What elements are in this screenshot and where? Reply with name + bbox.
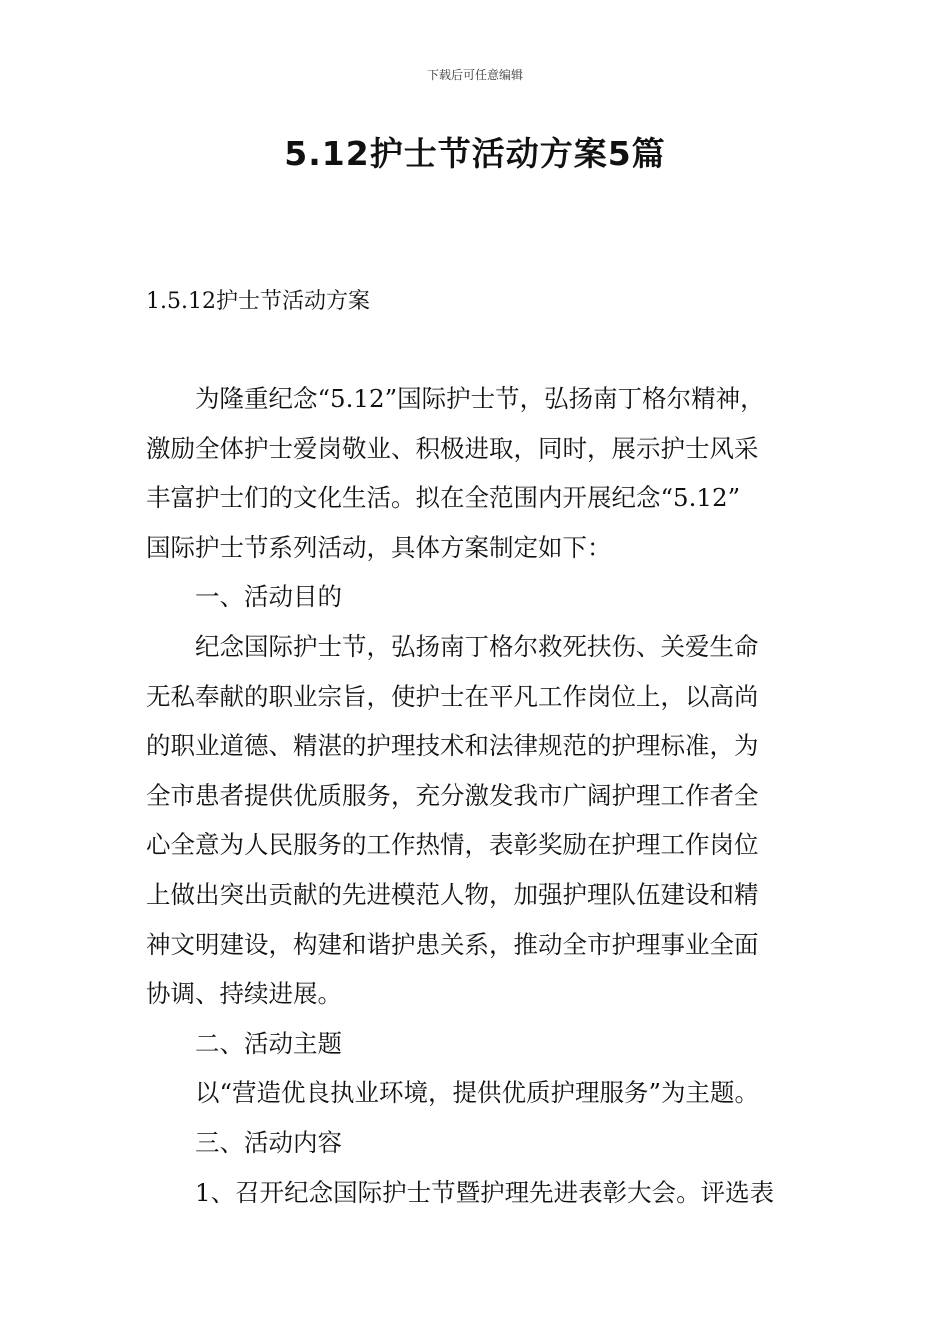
document-title: 5.12护士节活动方案5篇: [284, 134, 666, 173]
paragraph-line: 上做出突出贡献的先进模范人物，加强护理队伍建设和精: [146, 879, 759, 909]
paragraph-line: 无私奉献的职业宗旨，使护士在平凡工作岗位上，以高尚: [146, 681, 759, 711]
header-note: 下载后可任意编辑: [426, 68, 523, 82]
paragraph-line: 国际护士节系列活动，具体方案制定如下：: [146, 532, 612, 562]
paragraph-line: 纪念国际护士节，弘扬南丁格尔救死扶伤、关爱生命: [195, 631, 759, 661]
paragraph-line: 以“营造优良执业环境，提供优质护理服务”为主题。: [195, 1078, 760, 1108]
subheading-content: 三、活动内容: [195, 1127, 342, 1157]
paragraph-line: 协调、持续进展。: [146, 979, 342, 1009]
paragraph-line: 神文明建设，构建和谐护患关系，推动全市护理事业全面: [146, 929, 759, 959]
subheading-theme: 二、活动主题: [195, 1028, 342, 1058]
section-heading: 1.5.12护士节活动方案: [146, 289, 370, 314]
paragraph-line: 激励全体护士爱岗敬业、积极进取，同时，展示护士风采: [146, 433, 759, 463]
paragraph-line: 全市患者提供优质服务，充分激发我市广阔护理工作者全: [146, 780, 759, 810]
paragraph-line: 为隆重纪念“5.12”国际护士节，弘扬南丁格尔精神，: [195, 384, 765, 413]
body-text: [146, 374, 836, 1217]
paragraph-line: 心全意为人民服务的工作热情，表彰奖励在护理工作岗位: [146, 830, 759, 860]
paragraph-line: 的职业道德、精湛的护理技术和法律规范的护理标准，为: [146, 731, 759, 761]
paragraph-line: 1、召开纪念国际护士节暨护理先进表彰大会。评选表: [195, 1177, 775, 1207]
subheading-purpose: 一、活动目的: [195, 582, 342, 612]
paragraph-line: 丰富护士们的文化生活。拟在全范围内开展纪念“5.12”: [146, 483, 741, 513]
